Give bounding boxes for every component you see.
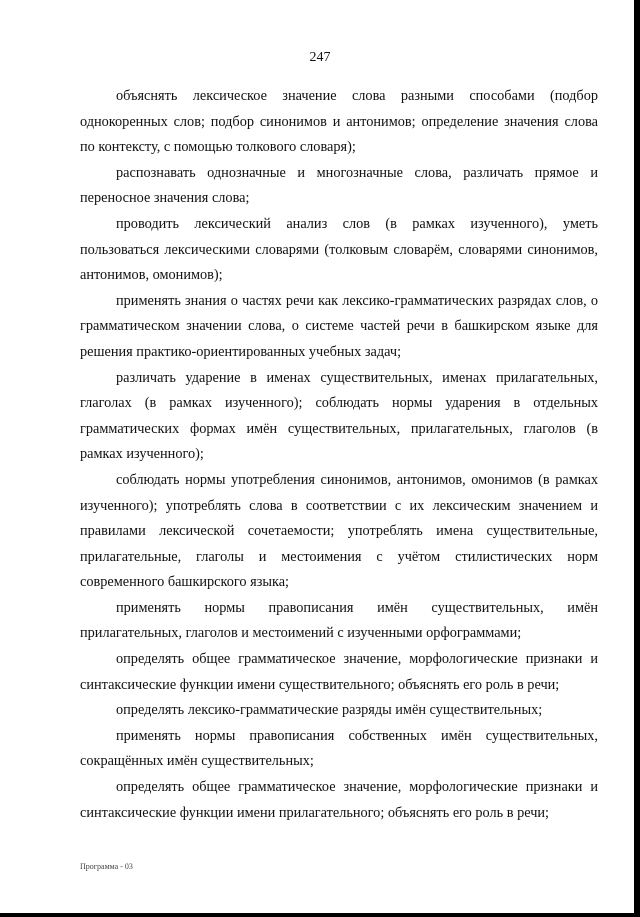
paragraph-adjective-features: определять общее грамматическое значение, морфологические признаки и синтаксические функции имени прилагательного; объяснять его роль в речи; — [80, 779, 598, 821]
paragraph-proper-nouns: применять нормы правописания собственных имён существительных, сокращённых имён существительных; — [80, 727, 598, 770]
scan-border-bottom — [0, 913, 640, 917]
paragraph-noun-categories: определять лексико-грамматические разряды имён существительных; — [116, 702, 543, 719]
scan-border-right — [634, 0, 640, 917]
paragraph-lexical-analysis: проводить лексический анализ слов (в рамках изученного), уметь пользоваться лексическими словарями (толковым словарём, словарями синонимов, антонимов, омонимов); — [80, 215, 598, 284]
paragraph-usage-norms: соблюдать нормы употребления синонимов, антонимов, омонимов (в рамках изученного); употреблять слова в соответствии с их лексическим значением и правилами лексической сочетаемости; употреблять имена существительные, прилагательные, глаголы и местоимения с учётом стилистических норм современного башкирского языка; — [80, 471, 598, 591]
paragraph-polysemy: распознавать однозначные и многозначные слова, различать прямое и переносное значения слова; — [80, 164, 598, 207]
paragraph-lexical-meaning: объяснять лексическое значение слова разными способами (подбор однокоренных слов; подбор синонимов и антонимов; определение значения слова по контексту, с помощью толкового словаря); — [80, 88, 598, 156]
paragraph-spelling-rules: применять нормы правописания имён существительных, имён прилагательных, глаголов и местоимений с изученными орфограммами; — [80, 599, 598, 642]
paragraph-stress: различать ударение в именах существительных, именах прилагательных, глаголах (в рамках изученного); соблюдать нормы ударения в отдельных грамматических формах имён существительных, прилагательных, глаголов (в рамках изученного); — [80, 369, 598, 463]
footer-note: Программа - 03 — [80, 862, 133, 871]
paragraph-noun-features: определять общее грамматическое значение, морфологические признаки и синтаксические функции имени существительного; объяснять его роль в речи; — [80, 651, 598, 693]
document-body — [80, 84, 598, 826]
paragraph-parts-of-speech: применять знания о частях речи как лексико-грамматических разрядах слов, о грамматическом значении слова, о системе частей речи в башкирском языке для решения практико-ориентированных учебных задач; — [80, 292, 598, 360]
page-number: 247 — [309, 50, 331, 65]
